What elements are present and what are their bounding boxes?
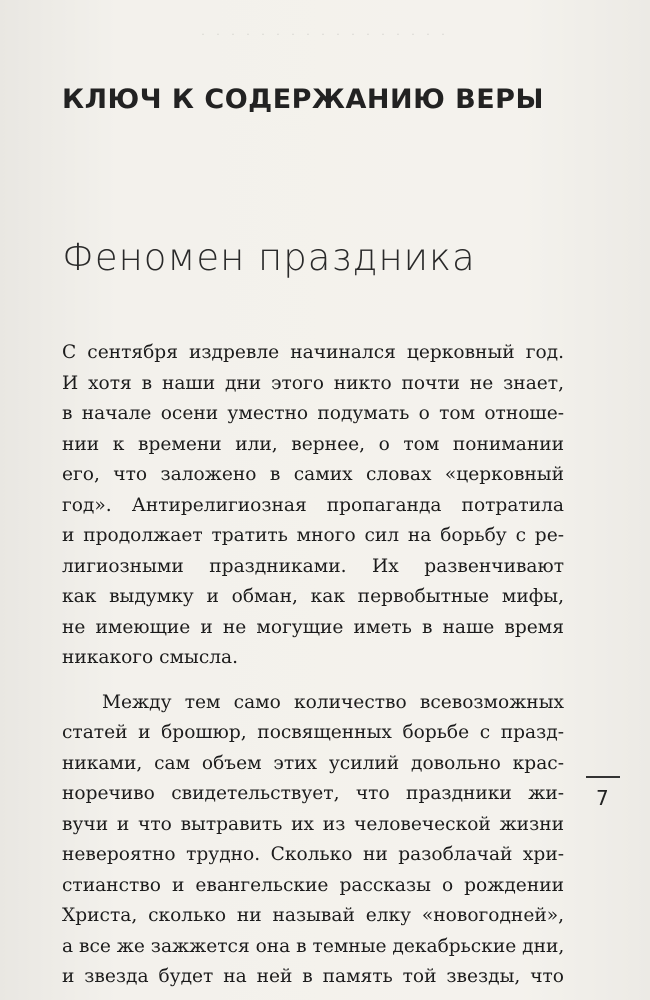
text-line: Христа, сколько ни называй елку «новогодней»,: [62, 905, 564, 926]
text-line: вучи и что вытравить их из человеческой жизни: [62, 813, 564, 835]
chapter-title: Феномен праздника: [62, 236, 476, 279]
text-line: как выдумку и обман, как первобытные мифы,: [62, 586, 564, 607]
text-line: С сентября издревле начинался церковный год.: [62, 342, 564, 363]
text-line: не имеющие и не могущие иметь в наше время: [62, 616, 564, 638]
text-line: никами, сам объем этих усилий довольно крас-: [62, 752, 564, 774]
running-head-bleedthrough: · · · · · · · · · · · · · · · · ·: [201, 28, 449, 41]
text-line: нии к времени или, вернее, о том понимании: [62, 433, 564, 455]
body-text: [62, 338, 564, 993]
text-line: стианство и евангельские рассказы о рождении: [62, 874, 564, 896]
text-line: невероятно трудно. Сколько ни разоблачай хри-: [62, 844, 564, 865]
text-line: Между тем само количество всевозможных: [102, 691, 564, 713]
text-line: и звезда будет на ней в память той звезды, что: [62, 966, 564, 987]
text-line: и продолжает тратить много сил на борьбу с ре-: [62, 525, 564, 546]
page-number-dash: [586, 776, 620, 778]
text-line: И хотя в наши дни этого никто почти не знает,: [62, 372, 564, 394]
section-title: КЛЮЧ К СОДЕРЖАНИЮ ВЕРЫ: [62, 84, 544, 115]
text-line: а все же зажжется она в темные декабрьские дни,: [62, 935, 565, 957]
text-line: никакого смысла.: [62, 647, 239, 668]
text-line: лигиозными праздниками. Их развенчивают: [62, 555, 564, 577]
text-line: норечиво свидетельствует, что праздники жи-: [62, 783, 564, 804]
paragraph-1: [62, 338, 564, 674]
paragraph-2: [62, 688, 564, 993]
text-line: его, что заложено в самих словах «церковный: [62, 464, 564, 485]
text-line: в начале осени уместно подумать о том отноше-: [62, 403, 564, 424]
text-line: статей и брошюр, посвященных борьбе с празд-: [62, 722, 564, 743]
text-line: год». Антирелигиозная пропаганда потратила: [62, 494, 564, 516]
page-number: 7: [596, 786, 609, 810]
